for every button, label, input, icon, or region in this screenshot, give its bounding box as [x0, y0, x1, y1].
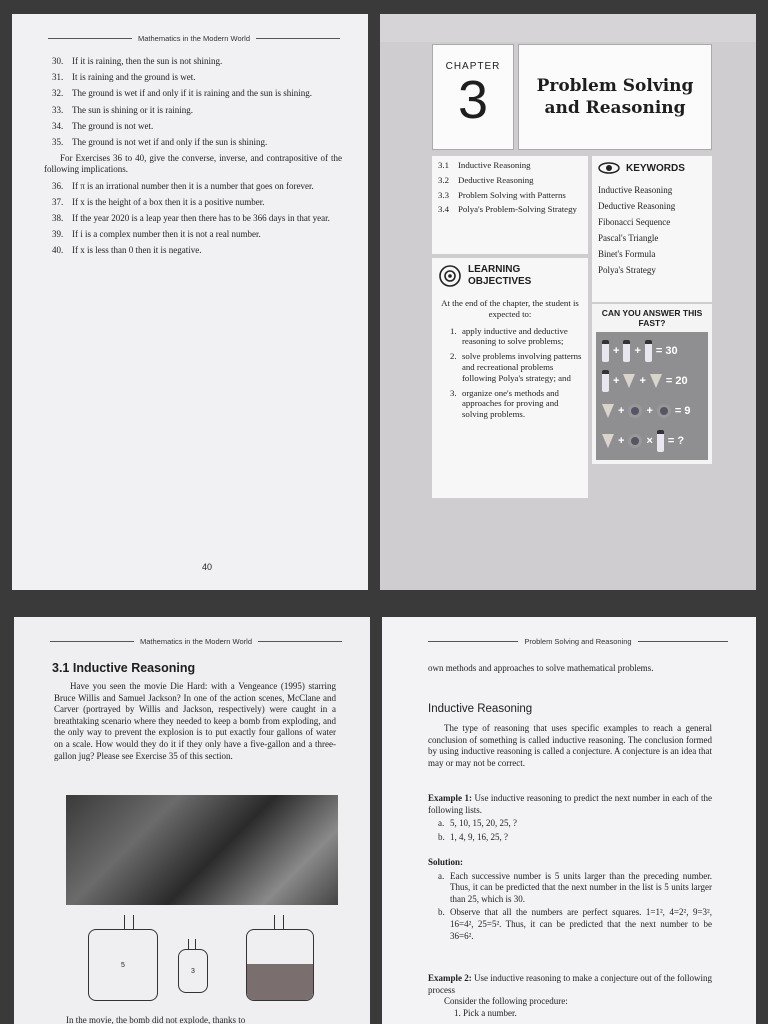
example-item: [428, 832, 712, 844]
exercise-text: If x is less than 0 then it is negative.: [72, 245, 202, 256]
chapter-box: [432, 44, 514, 150]
procedure-step: 1. Pick a number.: [454, 1007, 517, 1018]
puzzle-row: + × = ?: [602, 426, 702, 456]
keywords-box: [592, 156, 712, 302]
section-name: Inductive Reasoning: [458, 160, 531, 170]
item-text: 5, 10, 15, 20, 25, ?: [450, 818, 517, 829]
carry-over-text: own methods and approaches to solve mathematical problems.: [428, 663, 654, 673]
section-number: 3.1: [438, 160, 449, 170]
example-1: Example 1: Use inductive reasoning to predict the next number in each of the following lists. a. 5, 10, 15, 20, 25, ? b. 1, 4, 9, 16, 25, ?: [428, 793, 712, 842]
keyword-list: [598, 182, 706, 278]
puzzle-image: [596, 332, 708, 460]
section-number: 3.4: [438, 204, 449, 215]
puzzle-result: = 20: [665, 375, 688, 387]
running-head: Mathematics in the Modern World: [50, 637, 342, 646]
target-icon: [438, 264, 462, 288]
page-inductive-reasoning: [382, 617, 756, 1024]
pizza-slice-icon: [650, 374, 662, 388]
pizza-slice-icon: [602, 404, 614, 418]
puzzle-result: = 30: [655, 345, 678, 357]
example-1-label: Example 1:: [428, 793, 472, 803]
subsection-heading: Inductive Reasoning: [428, 703, 533, 715]
exercise-number: 33.: [52, 104, 64, 115]
exercise-text: It is raining and the ground is wet.: [72, 72, 196, 83]
exercise-number: 32.: [52, 88, 64, 99]
puzzle-row: + + = 20: [602, 366, 702, 396]
exercise-number: 36.: [52, 180, 64, 191]
objective-number: 1.: [450, 325, 457, 336]
chapter-title: Problem Solving and Reasoning: [536, 76, 694, 118]
objective-item: [438, 326, 582, 348]
puzzle-heading: CAN YOU ANSWER THIS FAST?: [601, 308, 703, 328]
keyword-item: Inductive Reasoning: [598, 185, 673, 195]
page-exercises: [12, 14, 368, 590]
exercise-number: 38.: [52, 213, 64, 224]
exercise-list: [44, 56, 342, 262]
objective-list: [438, 326, 582, 420]
exercise-number: 37.: [52, 196, 64, 207]
exercise-number: 39.: [52, 229, 64, 240]
puzzle-box: [592, 304, 712, 464]
section-title: 3.1 Inductive Reasoning: [52, 661, 196, 675]
section-number: 3.2: [438, 174, 449, 185]
example-2-label: Example 2:: [428, 973, 472, 983]
contents-item: [438, 204, 582, 215]
bottle-icon: [657, 430, 664, 452]
objective-number: 2.: [450, 351, 457, 362]
exercise-instruction: For Exercises 36 to 40, give the converse, inverse, and contrapositive of the following implications.: [44, 153, 342, 175]
solution-item: [428, 907, 712, 942]
keyword-item: Polya's Strategy: [598, 265, 656, 275]
keyword-item: Pascal's Triangle: [598, 233, 659, 243]
section-name: Deductive Reasoning: [458, 174, 534, 185]
objective-item: [438, 388, 582, 420]
exercise-item: [52, 181, 342, 192]
objective-text: solve problems involving patterns and recreational problems following Polya's strategy; and: [462, 351, 582, 383]
exercise-item: [52, 137, 342, 148]
intro-paragraph: Have you seen the movie Die Hard: with a Vengeance (1995) starring Bruce Willis and Samuel Jackson? In one of the action scenes, McClane and Carver (portrayed by Willis and Jackson, respectively) were caught in a breathtaking scenario where they needed to keep a bomb from exploding, and the only way to prevent the explosion is to put exactly four gallons of water on a scale. How would they do it if they only have a five-gallon and a three-gallon jug? Please see Exercise 35 of this section.: [54, 681, 336, 761]
puzzle-result: = ?: [667, 435, 685, 447]
item-letter: b.: [438, 907, 445, 918]
chapter-contents: [432, 156, 588, 254]
exercise-text: The ground is not wet.: [72, 120, 154, 131]
example-2: Example 2: Use inductive reasoning to make a conjecture out of the following process Consider the following procedure: 1. Pick a number.: [428, 973, 713, 1018]
objective-text: organize one's methods and approaches for proving and solving problems.: [462, 387, 559, 420]
exercise-number: 31.: [52, 72, 64, 83]
example-item: [428, 818, 712, 830]
exercise-text: The sun is shining or it is raining.: [72, 104, 193, 115]
section-number: 3.3: [438, 189, 449, 200]
exercise-text: If x is the height of a box then it is a positive number.: [72, 196, 265, 207]
page-number: 40: [202, 562, 213, 572]
solution-list: [428, 871, 712, 943]
exercise-item: [52, 121, 342, 132]
exercise-item: [52, 72, 342, 83]
keyword-item: Binet's Formula: [598, 249, 656, 259]
solution-label: Solution:: [428, 857, 464, 867]
exercise-text: If the year 2020 is a leap year then there has to be 366 days in that year.: [72, 213, 330, 224]
wheel-icon: [628, 434, 642, 448]
exercise-item: [52, 197, 342, 208]
puzzle-result: = 9: [674, 405, 691, 417]
procedure-intro: Consider the following procedure:: [444, 996, 568, 1007]
puzzle-row: + + = 9: [602, 396, 702, 426]
item-letter: a.: [438, 818, 445, 829]
continued-text: In the movie, the bomb did not explode, thanks to: [66, 1015, 246, 1024]
eye-icon: [598, 162, 620, 174]
exercise-number: 30.: [52, 56, 64, 66]
exercise-item: [52, 56, 342, 67]
exercise-item: [52, 229, 342, 240]
movie-photo: [66, 795, 338, 905]
solution-item: [428, 871, 712, 906]
objectives-intro: At the end of the chapter, the student is expected to:: [441, 298, 579, 319]
item-letter: a.: [438, 870, 445, 881]
exercise-item: [52, 213, 342, 224]
bottle-icon: [623, 340, 630, 362]
puzzle-row: + + = 30: [602, 336, 702, 366]
pizza-slice-icon: [623, 374, 635, 388]
running-head: Problem Solving and Reasoning: [428, 637, 728, 646]
objective-text: apply inductive and deductive reasoning to solve problems;: [462, 325, 568, 347]
learning-objectives-box: [432, 258, 588, 498]
pizza-slice-icon: [602, 434, 614, 448]
chapter-label: CHAPTER: [445, 61, 501, 72]
keywords-heading: KEYWORDS: [626, 162, 685, 174]
chapter-number: 3: [457, 70, 489, 130]
exercise-item: [52, 105, 342, 116]
five-gallon-jug: 5: [88, 929, 158, 1001]
item-text: 1, 4, 9, 16, 25, ?: [450, 831, 508, 842]
page-inductive-intro: [14, 617, 370, 1024]
example-1-items: [428, 818, 712, 843]
contents-item: [438, 190, 582, 201]
chapter-title-box: [518, 44, 712, 150]
exercise-text: The ground is not wet if and only if the sun is shining.: [72, 137, 268, 148]
running-head: Mathematics in the Modern World: [48, 34, 340, 43]
section-name: Problem Solving with Patterns: [458, 189, 566, 200]
objective-number: 3.: [450, 387, 457, 398]
section-name: Polya's Problem-Solving Strategy: [458, 204, 577, 215]
exercise-number: 34.: [52, 120, 64, 131]
keyword-item: Fibonacci Sequence: [598, 217, 671, 227]
item-letter: b.: [438, 831, 445, 842]
item-text: Each successive number is 5 units larger than the preceding number. Thus, it can be predicted that the next number in the list is 5 units larger than 25, which is 30.: [450, 870, 712, 904]
exercise-text: If it is raining, then the sun is not shining.: [72, 56, 223, 66]
exercise-text: If π is an irrational number then it is a number that goes on forever.: [72, 180, 314, 191]
bottle-icon: [645, 340, 652, 362]
exercise-number: 40.: [52, 245, 64, 256]
exercise-item: [52, 88, 342, 99]
three-gallon-jug: 3: [178, 949, 208, 993]
exercise-text: The ground is wet if and only if it is raining and the sun is shining.: [72, 88, 312, 99]
definition-paragraph: The type of reasoning that uses specific examples to reach a general conclusion of something is called inductive reasoning. The conclusion formed by using inductive reasoning is called a conjecture. A conjecture is an idea that may or may not be correct.: [428, 723, 712, 768]
keyword-item: Deductive Reasoning: [598, 201, 676, 211]
wheel-icon: [628, 404, 642, 418]
objectives-heading: LEARNING OBJECTIVES: [468, 264, 532, 287]
contents-item: [438, 160, 582, 171]
item-text: Observe that all the numbers are perfect squares. 1=1², 4=2², 9=3², 16=4², 25=5². Thus, it can be predicted that the next number to be 36=6².: [450, 907, 712, 941]
bottle-icon: [602, 340, 609, 362]
contents-item: [438, 175, 582, 186]
exercise-text: If i is a complex number then it is not a real number.: [72, 229, 261, 240]
objective-item: [438, 351, 582, 383]
bottle-icon: [602, 370, 609, 392]
exercise-item: [52, 245, 342, 256]
filled-jug: [246, 929, 314, 1001]
solution: [428, 857, 712, 942]
wheel-icon: [657, 404, 671, 418]
page-chapter-opener: [380, 14, 756, 590]
exercise-number: 35.: [52, 137, 64, 148]
